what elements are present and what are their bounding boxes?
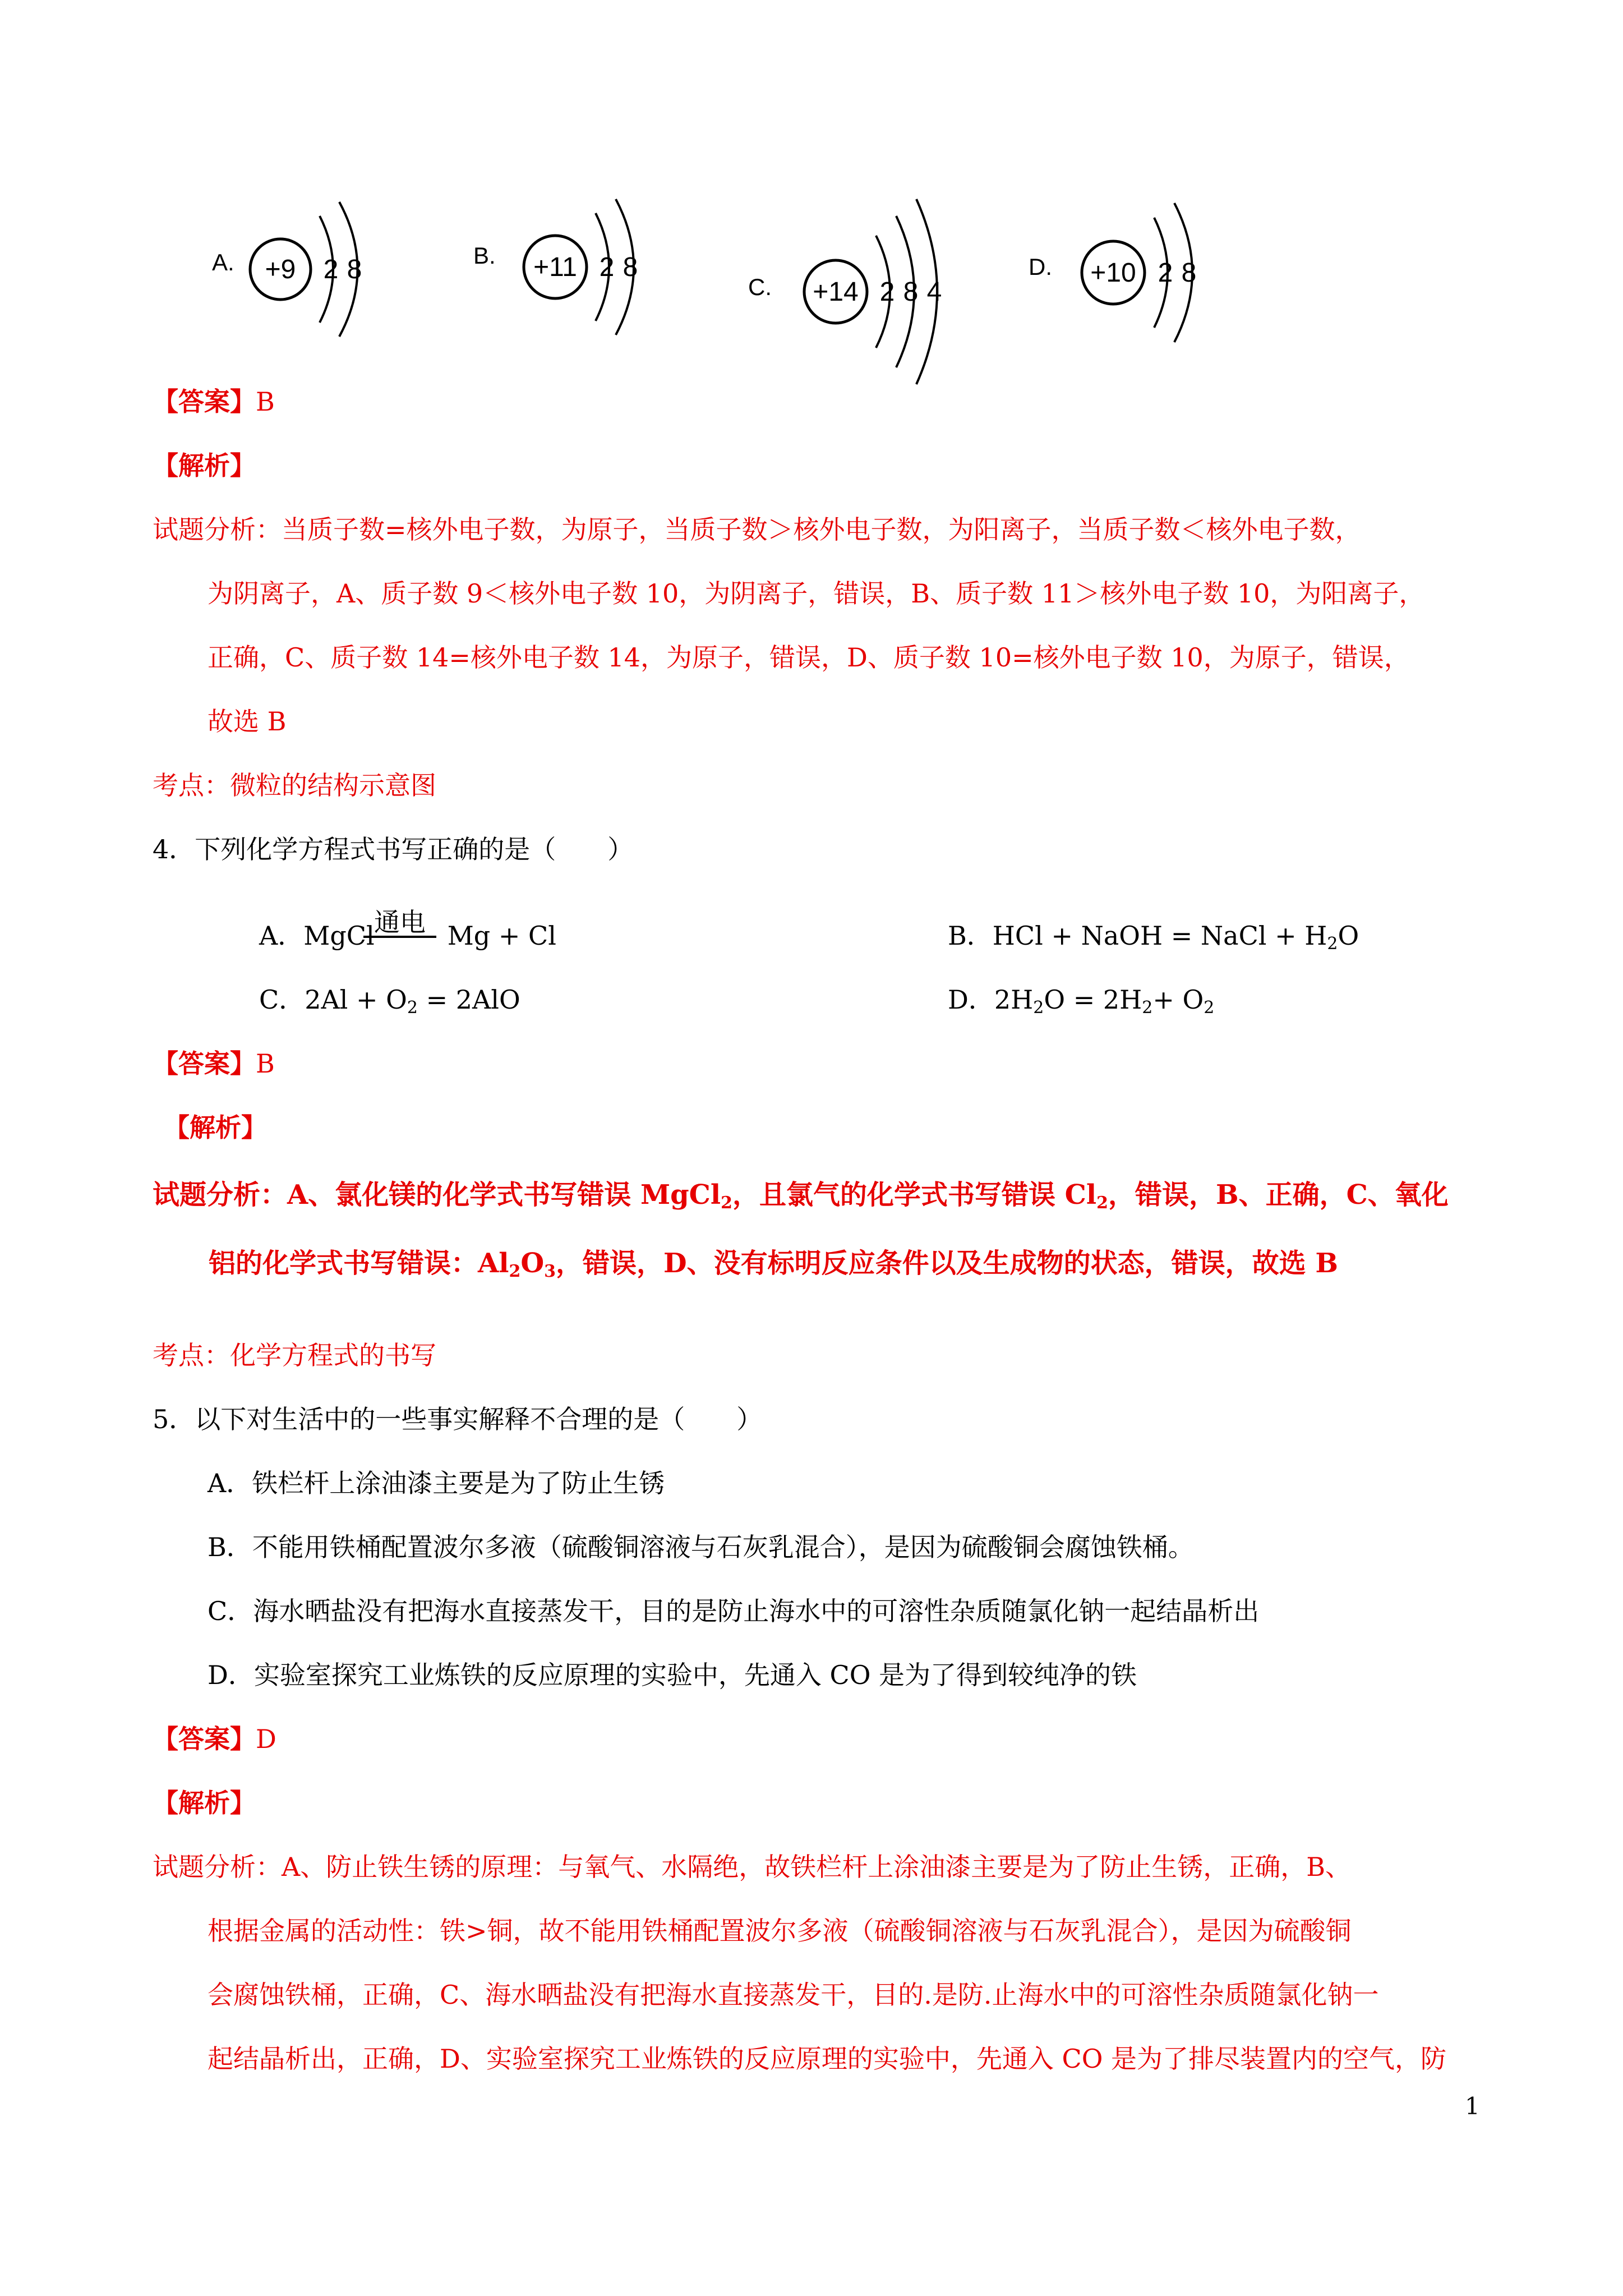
q4-option-a-condition-text: 通电 xyxy=(374,907,426,937)
diagram-a xyxy=(208,185,409,387)
q3-answer-value: B xyxy=(256,386,275,417)
diagram-c-shell-2: 8 xyxy=(903,277,919,307)
q5-option-c: C．海水晒盐没有把海水直接蒸发干，目的是防止海水中的可溶性杂质随氯化钠一起结晶析出 xyxy=(208,1596,1260,1626)
diagram-c-shell-1: 2 xyxy=(879,277,895,307)
diagram-b-svg xyxy=(471,185,673,387)
diagram-d-label: D. xyxy=(1029,254,1052,280)
q3-analysis-line-1: 试题分析：当质子数=核外电子数，为原子，当质子数＞核外电子数，为阳离子，当质子数＜核外电子数， xyxy=(153,514,1361,545)
q5-analysis-line-4: 起结晶析出，正确，D、实验室探究工业炼铁的反应原理的实验中，先通入 CO 是为了排尽装置内的空气，防 xyxy=(208,2044,1447,2074)
q4-analysis-heading: 【解析】 xyxy=(164,1112,267,1143)
q5-analysis-line-2: 根据金属的活动性：铁>铜，故不能用铁桶配置波尔多液（硫酸铜溶液与石灰乳混合），是因为硫酸铜 xyxy=(208,1916,1352,1946)
q4-stem: 4．下列化学方程式书写正确的是（ ） xyxy=(153,834,634,864)
diagram-d-nucleus: +10 xyxy=(1090,258,1136,288)
q4-answer-value: B xyxy=(256,1048,275,1079)
q3-kaodian: 考点：微粒的结构示意图 xyxy=(153,770,436,800)
q4-analysis-line-2-sub2: 3 xyxy=(544,1262,556,1281)
q4-option-b-end: O xyxy=(1338,921,1359,951)
q4-analysis-line-1-a: 试题分析：A、氯化镁的化学式书写错误 MgCl xyxy=(153,1179,721,1211)
q4-option-d-sub1: 2 xyxy=(1033,998,1044,1018)
diagram-a-shell-2: 8 xyxy=(347,255,362,284)
q4-analysis-line-1-sub2: 2 xyxy=(1096,1193,1108,1213)
q4-option-b-sub: 2 xyxy=(1327,934,1338,954)
diagram-b xyxy=(471,185,673,387)
q4-option-c-prefix: C．2Al + O xyxy=(259,984,407,1015)
diagram-a-shell-1: 2 xyxy=(323,255,339,284)
q5-stem: 5．以下对生活中的一些事实解释不合理的是（ ） xyxy=(153,1404,763,1434)
q5-analysis-heading: 【解析】 xyxy=(153,1788,256,1818)
q4-analysis-line-2-a: 铝的化学式书写错误：Al xyxy=(209,1248,509,1279)
atomic-structure-diagrams xyxy=(0,185,1623,387)
q4-option-d xyxy=(948,983,1214,1016)
diagram-b-nucleus: +11 xyxy=(533,252,577,282)
diagram-c-svg xyxy=(746,185,981,387)
q4-analysis-line-1-b: ，且氯气的化学式书写错误 Cl xyxy=(732,1179,1097,1211)
diagram-c xyxy=(746,185,981,387)
page-number: 1 xyxy=(1465,2092,1480,2120)
q4-option-c-suffix: = 2AlO xyxy=(418,984,520,1015)
q4-analysis-line-1-c: ，错误，B、正确，C、氧化 xyxy=(1108,1179,1449,1211)
q5-analysis-line-1: 试题分析：A、防止铁生锈的原理：与氧气、水隔绝，故铁栏杆上涂油漆主要是为了防止生锈，正确，B、 xyxy=(153,1852,1352,1882)
q4-answer-bracket: 【答案】 xyxy=(153,1048,256,1079)
q3-analysis-heading: 【解析】 xyxy=(153,450,256,481)
q4-analysis-line-2-b: O xyxy=(520,1248,545,1279)
diagram-d-svg xyxy=(1026,185,1239,387)
q4-option-c xyxy=(259,983,520,1016)
q5-option-b: B．不能用铁桶配置波尔多液（硫酸铜溶液与石灰乳混合），是因为硫酸铜会腐蚀铁桶。 xyxy=(208,1532,1194,1562)
diagram-a-nucleus: +9 xyxy=(265,255,296,284)
diagram-b-shell-1: 2 xyxy=(599,252,615,282)
q4-analysis-line-2-sub1: 2 xyxy=(509,1262,521,1281)
q4-analysis-line-2 xyxy=(209,1246,1338,1280)
diagram-c-label: C. xyxy=(748,274,772,300)
q5-analysis-line-3: 会腐蚀铁桶，正确，C、海水晒盐没有把海水直接蒸发干，目的.是防.止海水中的可溶性杂质随氯化钠一 xyxy=(208,1980,1379,2010)
q4-analysis-line-2-c: ，错误，D、没有标明反应条件以及生成物的状态，错误，故选 B xyxy=(556,1248,1338,1279)
q4-kaodian: 考点：化学方程式的书写 xyxy=(153,1340,436,1370)
q4-analysis-line-1-sub1: 2 xyxy=(721,1193,732,1213)
q3-analysis-line-4: 故选 B xyxy=(208,706,287,737)
diagram-b-shell-2: 8 xyxy=(623,252,638,282)
diagram-d-shell-1: 2 xyxy=(1158,258,1173,288)
q3-analysis-line-2: 为阴离子，A、质子数 9＜核外电子数 10，为阴离子，错误，B、质子数 11＞核外电子数 10，为阳离子， xyxy=(208,578,1425,609)
q3-answer-bracket: 【答案】 xyxy=(153,386,256,417)
q5-option-d: D．实验室探究工业炼铁的反应原理的实验中，先通入 CO 是为了得到较纯净的铁 xyxy=(208,1660,1137,1690)
q4-analysis-line-1 xyxy=(153,1178,1449,1212)
diagram-c-nucleus: +14 xyxy=(813,277,859,307)
q4-option-a-right: Mg + Cl xyxy=(447,921,556,951)
q4-answer xyxy=(153,1047,275,1080)
q4-option-d-sub2: 2 xyxy=(1142,998,1153,1018)
q4-option-a-condition xyxy=(363,909,436,938)
q4-option-b xyxy=(948,919,1359,953)
diagram-a-label: A. xyxy=(212,249,234,275)
diagram-c-shell-3: 4 xyxy=(926,277,942,307)
q3-answer xyxy=(153,385,275,418)
q4-option-d-mid: O = 2H xyxy=(1044,984,1142,1015)
q4-option-d-sub3: 2 xyxy=(1204,998,1215,1018)
diagram-d-shell-2: 8 xyxy=(1181,258,1197,288)
q4-option-d-mid2: + O xyxy=(1152,984,1204,1015)
q5-answer-bracket: 【答案】 xyxy=(153,1724,256,1754)
q5-answer-value: D xyxy=(256,1724,276,1754)
q3-analysis-line-3: 正确，C、质子数 14=核外电子数 14，为原子，错误，D、质子数 10=核外电子数 10，为原子，错误， xyxy=(208,642,1410,673)
diagram-d xyxy=(1026,185,1239,387)
q4-option-a-left: A．MgCl xyxy=(259,921,375,951)
q4-option-b-text: B．HCl + NaOH = NaCl + H xyxy=(948,921,1327,951)
q5-option-a: A．铁栏杆上涂油漆主要是为了防止生锈 xyxy=(208,1468,665,1498)
q4-option-d-prefix: D．2H xyxy=(948,984,1034,1015)
q4-option-c-sub: 2 xyxy=(407,998,418,1018)
q5-answer xyxy=(153,1722,276,1756)
diagram-a-svg xyxy=(208,185,409,387)
diagram-b-label: B. xyxy=(473,242,496,269)
